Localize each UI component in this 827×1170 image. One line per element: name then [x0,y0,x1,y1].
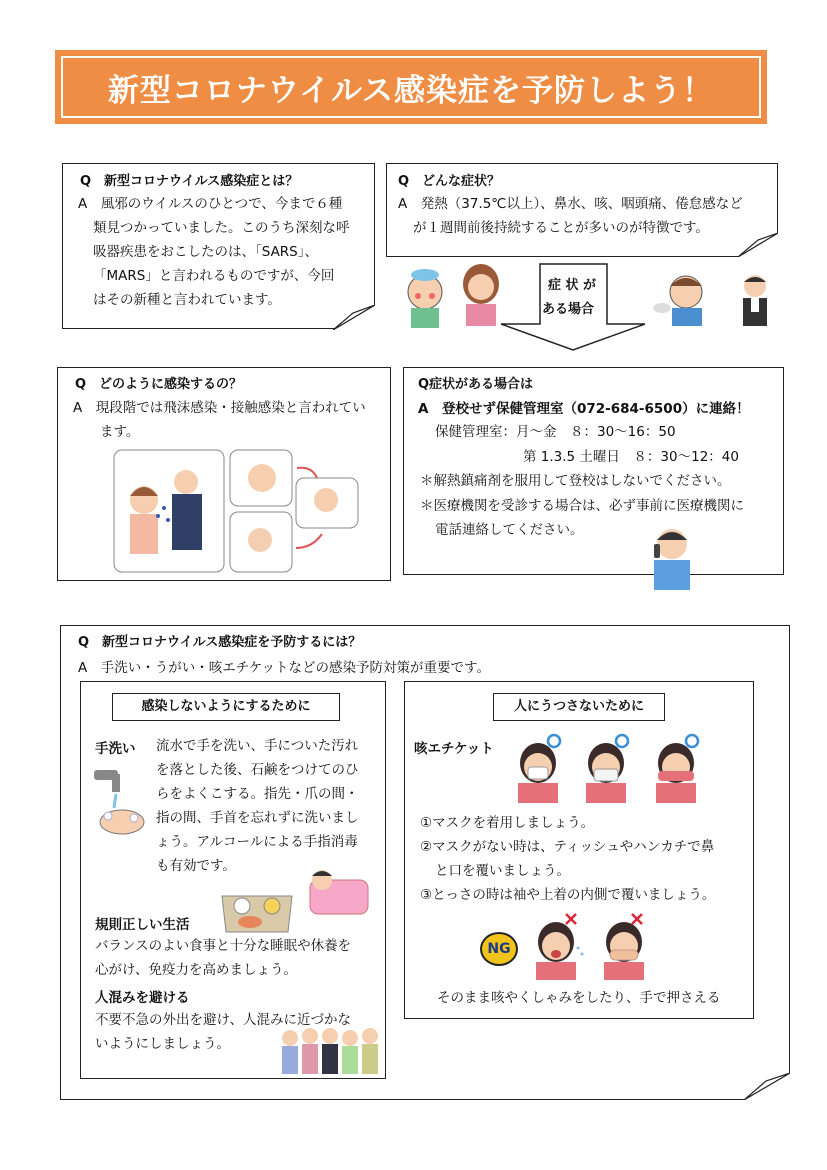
sneezing-girl-illustration [460,262,502,326]
ng-caption: そのまま咳やくしゃみをしたり、手で押さえる [437,990,721,1006]
coughing-man-illustration [650,270,712,326]
rule-1: ①マスクを着用しましょう。 [420,815,595,831]
q3-answer-2: ます。 [100,424,140,440]
tissue-person-illustration [578,733,634,803]
q2-page-curl [738,233,778,257]
q4-hours-saturday: 第 1.3.5 土曜日 ８：30～12：40 [523,449,739,465]
mask-person-illustration [510,733,566,803]
etiquette-label: 咳エチケット [414,741,494,757]
q1-answer-5: はその新種と言われています。 [93,292,281,308]
page-title: 新型コロナウイルス感染症を予防しよう！ [61,56,761,118]
crowd-text-1: 不要不急の外出を避け、人混みに近づかな [95,1012,351,1028]
tired-man-illustration [737,270,773,326]
q2-answer-2: が１週間前後持続することが多いのが特徴です。 [413,220,709,236]
q4-note-2a: ＊医療機関を受診する場合は、必ず事前に医療機関に [420,498,744,514]
handwash-text-5: ょう。アルコールによる手指消毒 [156,834,358,850]
ng-badge [480,932,518,966]
q5-question: Q 新型コロナウイルス感染症を予防するには？ [78,635,362,650]
q3-answer-1: A 現段階では飛沫感染・接触感染と言われてい [73,400,366,416]
q3-question: Q どのように感染するの？ [75,377,243,392]
ng-hand-illustration [596,912,656,980]
q2-question: Q どんな症状？ [398,174,501,189]
q1-question: Q 新型コロナウイルス感染症とは？ [80,174,299,189]
meal-tray-illustration [218,886,296,934]
sleeve-person-illustration [648,733,704,803]
symptom-label-1: 症 状 が [548,278,597,293]
q4-note-2b: 電話連絡してください。 [435,522,584,538]
handwash-text-4: 指の間、手首を忘れずに洗いまし [156,810,359,826]
life-text-1: バランスのよい食事と十分な睡眠や休養を [95,938,352,954]
q1-answer-4: 「MARS」と言われるものですが、今回 [93,268,335,284]
rule-2a: ②マスクがない時は、ティッシュやハンカチで鼻 [420,839,715,855]
ng-cough-illustration [528,912,588,980]
ng-badge-text: NG [487,941,511,957]
handwash-text-6: も有効です。 [156,858,236,874]
sleeping-illustration [300,866,372,916]
q1-answer-3: 吸器疾患をおこしたのは、「SARS」、 [93,244,319,260]
q1-answer-1: A 風邪のウイルスのひとつで、今まで６種 [78,196,343,212]
q4-note-1: ＊解熱鎮痛剤を服用して登校はしないでください。 [420,473,731,489]
title-banner [55,50,767,124]
life-label: 規則正しい生活 [95,917,190,933]
sick-child-illustration [395,262,455,328]
handwashing-illustration [88,764,152,840]
handwash-text-2: を落とした後、石鹸をつけてのひ [156,762,359,778]
crowd-text-2: いようにしましょう。 [95,1036,230,1052]
q4-hours-weekday: 保健管理室：月～金 ８：30～16：50 [435,424,676,440]
q2-answer-1: A 発熱（37.5℃以上）、鼻水、咳、咽頭痛、倦怠感など [398,196,743,212]
handwash-text-1: 流水で手を洗い、手についた汚れ [156,738,359,754]
q5-page-curl [744,1073,790,1100]
infection-route-illustration [112,448,362,576]
rule-2b: と口を覆いましょう。 [435,863,570,879]
q5-answer: A 手洗い・うがい・咳エチケットなどの感染予防対策が重要です。 [78,660,490,676]
right-panel-heading: 人にうつさないために [493,693,665,721]
phone-call-illustration [646,522,696,590]
crowd-label: 人混みを避ける [95,990,190,1006]
life-text-2: 心がけ、免疫力を高めましょう。 [95,962,297,978]
handwash-label: 手洗い [95,741,136,757]
symptom-label-2: ある場合 [542,302,595,317]
handwash-text-3: らをよくこする。指先・爪の間・ [156,786,359,802]
q4-question: Q症状がある場合は [418,377,534,392]
rule-3: ③とっさの時は袖や上着の内側で覆いましょう。 [420,887,716,903]
q4-answer: A 登校せず保健管理室（072-684-6500）に連絡！ [418,401,750,417]
left-panel-heading: 感染しないようにするために [112,693,340,721]
q1-page-curl [333,305,375,330]
q1-answer-2: 類見つかっていました。このうち深刻な呼 [93,220,350,236]
crowd-illustration [276,1022,380,1076]
